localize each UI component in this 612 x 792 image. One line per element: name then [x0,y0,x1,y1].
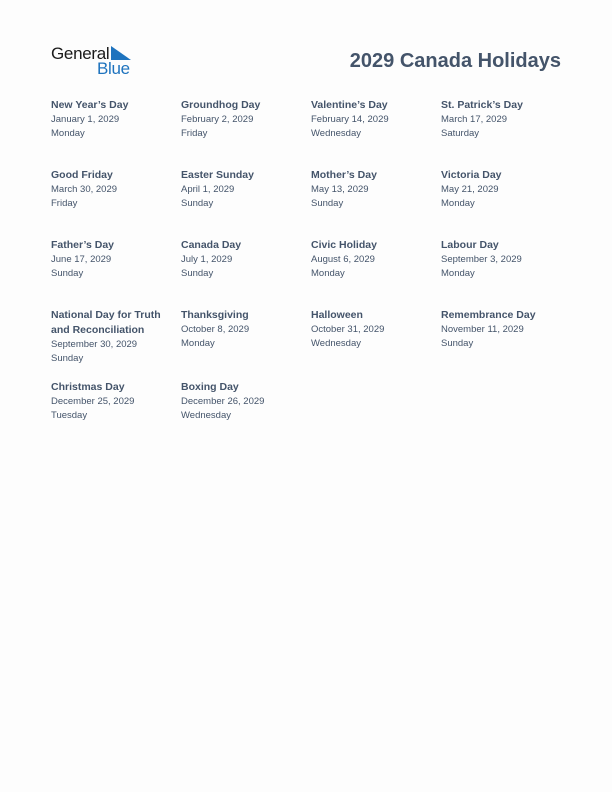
holiday-name: National Day for Truth and Reconciliation [51,309,161,336]
holiday-name: Halloween [311,309,363,321]
holiday-date: August 6, 2029 [311,254,375,265]
holiday-item [441,168,571,238]
holiday-date: April 1, 2029 [181,184,235,195]
page-title: 2029 Canada Holidays [349,50,561,72]
holiday-name: St. Patrick’s Day [441,99,523,111]
holiday-item [181,98,311,168]
holiday-weekday: Sunday [181,267,214,279]
holiday-name: Boxing Day [181,381,239,393]
holiday-name: Valentine’s Day [311,99,388,111]
logo-blue-text: Blue [97,59,130,78]
generalblue-logo [51,44,135,78]
holiday-date: September 3, 2029 [441,254,522,265]
holiday-weekday: Sunday [51,267,84,279]
holiday-weekday: Sunday [51,352,84,364]
holiday-date: May 13, 2029 [311,184,369,195]
holiday-name: Labour Day [441,239,499,251]
holiday-item [311,308,441,380]
holiday-item [311,98,441,168]
holiday-name: Civic Holiday [311,239,377,251]
holiday-item [51,380,181,450]
holiday-item [51,98,181,168]
holiday-name: Easter Sunday [181,169,254,181]
logo-general-text: General [51,44,110,63]
holiday-item [441,98,571,168]
holiday-row [51,380,571,450]
holiday-name: New Year’s Day [51,99,129,111]
holiday-row [51,168,571,238]
holiday-item [311,168,441,238]
holiday-date: March 30, 2029 [51,184,118,195]
holiday-row [51,98,571,168]
holiday-date: January 1, 2029 [51,114,120,125]
holiday-name: Groundhog Day [181,99,261,111]
holiday-weekday: Wednesday [311,337,361,349]
holiday-weekday: Monday [51,127,85,139]
holiday-name: Canada Day [181,239,242,251]
holiday-item [181,238,311,308]
holiday-grid [51,98,571,450]
holiday-name: Victoria Day [441,169,502,181]
holiday-name: Good Friday [51,169,113,181]
holiday-weekday: Sunday [441,337,474,349]
holiday-weekday: Monday [441,197,475,209]
holiday-weekday: Friday [181,127,208,139]
holiday-weekday: Saturday [441,127,480,139]
holiday-row [51,238,571,308]
holiday-date: December 25, 2029 [51,396,135,407]
holiday-date: November 11, 2029 [441,324,524,335]
holiday-date: October 8, 2029 [181,324,250,335]
holiday-name: Remembrance Day [441,309,536,321]
holiday-weekday: Sunday [311,197,344,209]
holiday-weekday: Wednesday [181,409,231,421]
holiday-date: March 17, 2029 [441,114,508,125]
holiday-item [441,238,571,308]
holiday-date: May 21, 2029 [441,184,499,195]
holiday-weekday: Sunday [181,197,214,209]
holiday-item [311,238,441,308]
holiday-item [441,308,571,380]
logo-triangle-icon [111,46,131,60]
holiday-row [51,308,571,380]
holiday-name: Mother’s Day [311,169,377,181]
holiday-date: September 30, 2029 [51,339,138,350]
holiday-date: July 1, 2029 [181,254,233,265]
holiday-item [51,238,181,308]
holiday-weekday: Wednesday [311,127,361,139]
holiday-item [51,308,181,380]
holiday-item [51,168,181,238]
holiday-name: Thanksgiving [181,309,249,321]
holiday-weekday: Friday [51,197,78,209]
holiday-weekday: Monday [181,337,215,349]
holiday-weekday: Monday [311,267,345,279]
holiday-item [181,168,311,238]
holiday-item [181,380,311,450]
holiday-name: Father’s Day [51,239,115,251]
holiday-weekday: Tuesday [51,409,88,421]
holiday-name: Christmas Day [51,381,125,393]
holiday-date: February 14, 2029 [311,114,389,125]
holiday-weekday: Monday [441,267,475,279]
holiday-date: October 31, 2029 [311,324,385,335]
holiday-date: June 17, 2029 [51,254,112,265]
holiday-item [181,308,311,380]
holiday-date: December 26, 2029 [181,396,265,407]
holiday-date: February 2, 2029 [181,114,254,125]
